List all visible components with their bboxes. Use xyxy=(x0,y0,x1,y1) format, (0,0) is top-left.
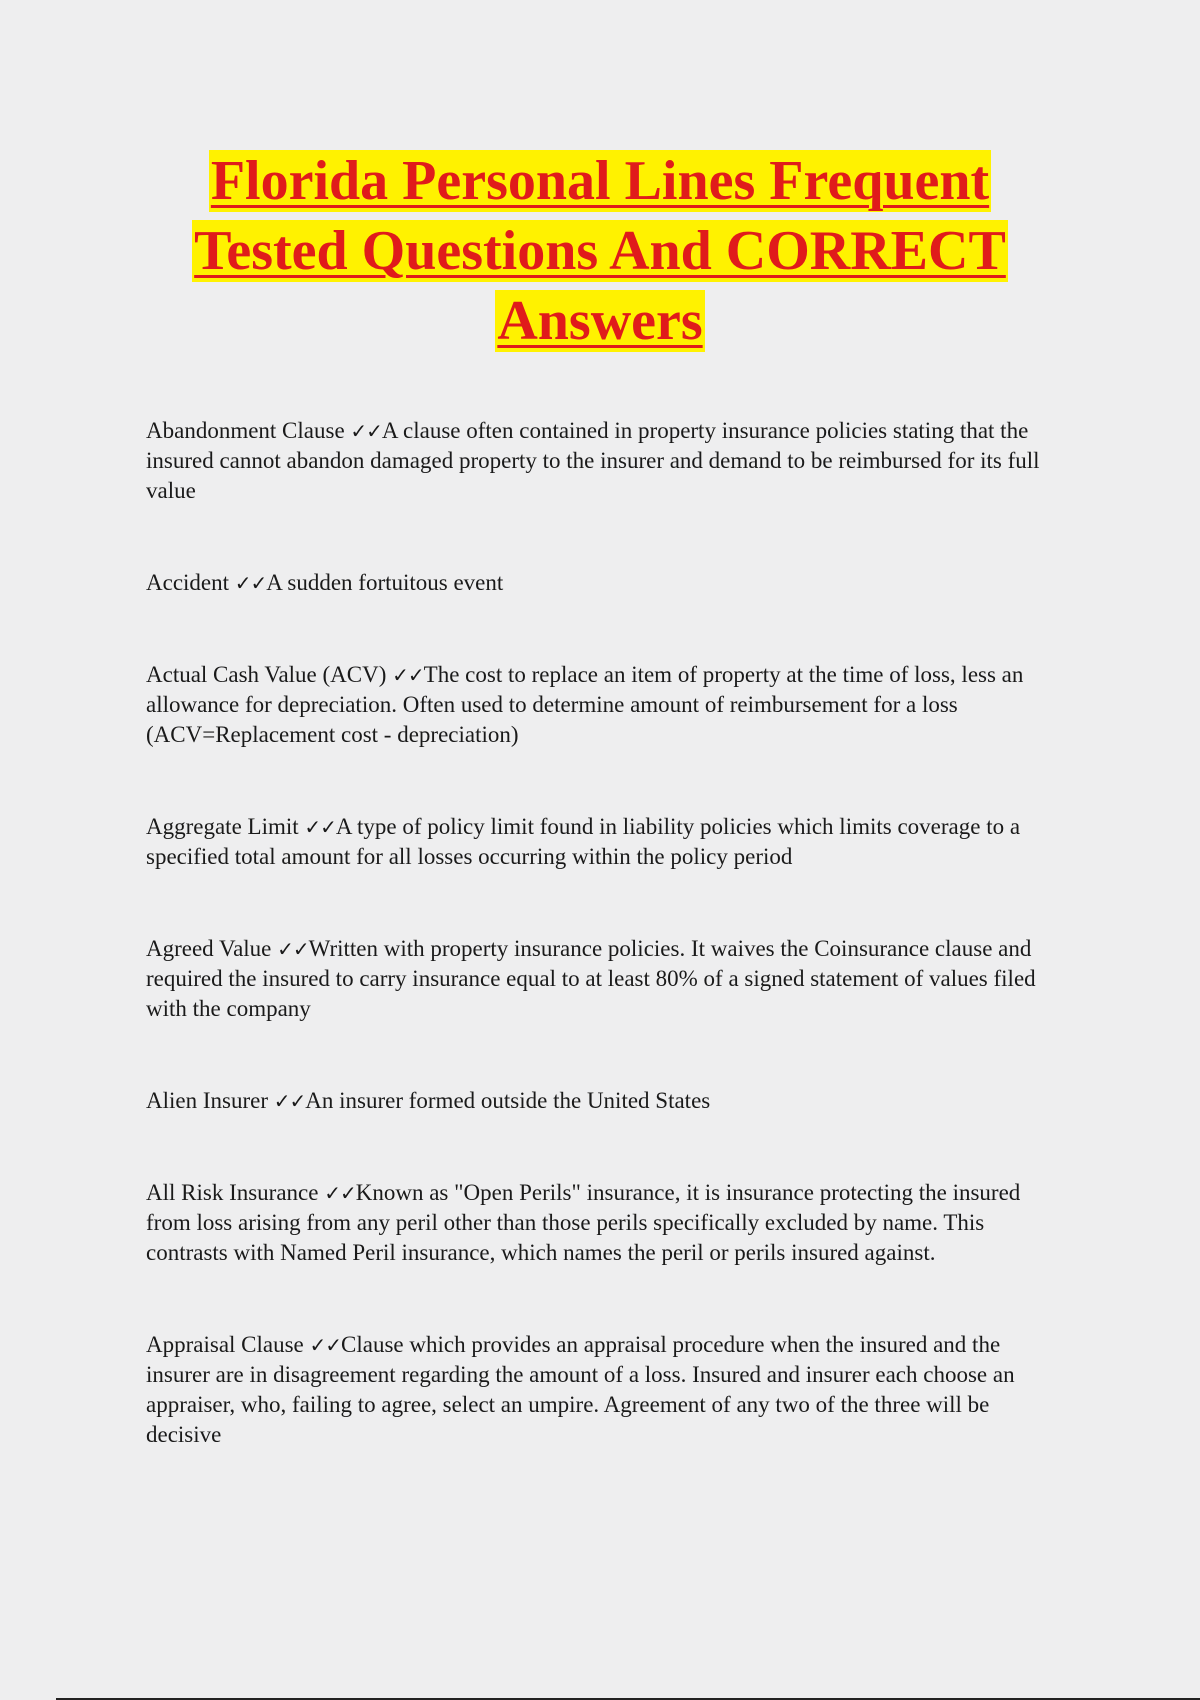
double-check-icon: ✓✓ xyxy=(273,1089,306,1113)
entry-term: Aggregate Limit xyxy=(146,814,299,839)
double-check-icon: ✓✓ xyxy=(392,663,424,687)
entry-definition: Known as "Open Perils" insurance, it is insurance protecting the insured from loss arising from any peril other than those perils specifically excluded by name. This contrasts with Named Peril insurance, which names the peril or perils insured against. xyxy=(146,1180,1021,1265)
entry-definition: A type of policy limit found in liability policies which limits coverage to a specified total amount for all losses occurring within the policy period xyxy=(146,814,1021,869)
title-line xyxy=(140,216,1060,286)
double-check-icon: ✓✓ xyxy=(350,419,382,443)
glossary-entry xyxy=(146,812,1066,872)
title-line xyxy=(140,286,1060,356)
entry-term: Appraisal Clause xyxy=(146,1332,304,1357)
glossary-entry xyxy=(146,934,1066,1024)
title-line-text: Tested Questions And CORRECT xyxy=(194,220,1006,282)
glossary-entry xyxy=(146,568,1066,598)
double-check-icon: ✓✓ xyxy=(309,1333,342,1357)
document-title xyxy=(140,146,1060,356)
glossary-entry xyxy=(146,1086,1066,1116)
glossary-entry xyxy=(146,416,1066,506)
double-check-icon: ✓✓ xyxy=(234,571,267,595)
glossary-entry xyxy=(146,660,1066,750)
entry-term: Abandonment Clause xyxy=(146,418,345,443)
entry-term: Alien Insurer xyxy=(146,1088,268,1113)
entry-definition: A clause often contained in property insurance policies stating that the insured cannot abandon damaged property to the insurer and demand to be reimbursed for its full value xyxy=(146,418,1040,503)
glossary-entry xyxy=(146,1178,1066,1268)
glossary-entries xyxy=(146,416,1066,1450)
double-check-icon: ✓✓ xyxy=(277,937,309,961)
title-line-text: Florida Personal Lines Frequent xyxy=(210,150,990,212)
title-line xyxy=(140,146,1060,216)
entry-definition: An insurer formed outside the United States xyxy=(305,1088,711,1113)
entry-definition: Clause which provides an appraisal procedure when the insured and the insurer are in disagreement regarding the amount of a loss. Insured and insurer each choose an appraiser, who, failing to agree, select an umpire. Agreement of any two of the three will be decisive xyxy=(146,1332,1015,1447)
entry-definition: The cost to replace an item of property at the time of loss, less an allowance for depreciation. Often used to determine amount of reimbursement for a loss (ACV=Replacement cost - depreciation) xyxy=(146,662,1024,747)
entry-term: Actual Cash Value (ACV) xyxy=(146,662,387,687)
entry-definition: Written with property insurance policies. It waives the Coinsurance clause and required the insured to carry insurance equal to at least 80% of a signed statement of values filed with the company xyxy=(146,936,1036,1021)
entry-term: Accident xyxy=(146,570,230,595)
title-line-text: Answers xyxy=(497,290,703,352)
double-check-icon: ✓✓ xyxy=(324,1181,356,1205)
entry-definition: A sudden fortuitous event xyxy=(266,570,504,595)
double-check-icon: ✓✓ xyxy=(304,815,336,839)
glossary-entry xyxy=(146,1330,1066,1450)
entry-term: All Risk Insurance xyxy=(146,1180,319,1205)
entry-term: Agreed Value xyxy=(146,936,272,961)
